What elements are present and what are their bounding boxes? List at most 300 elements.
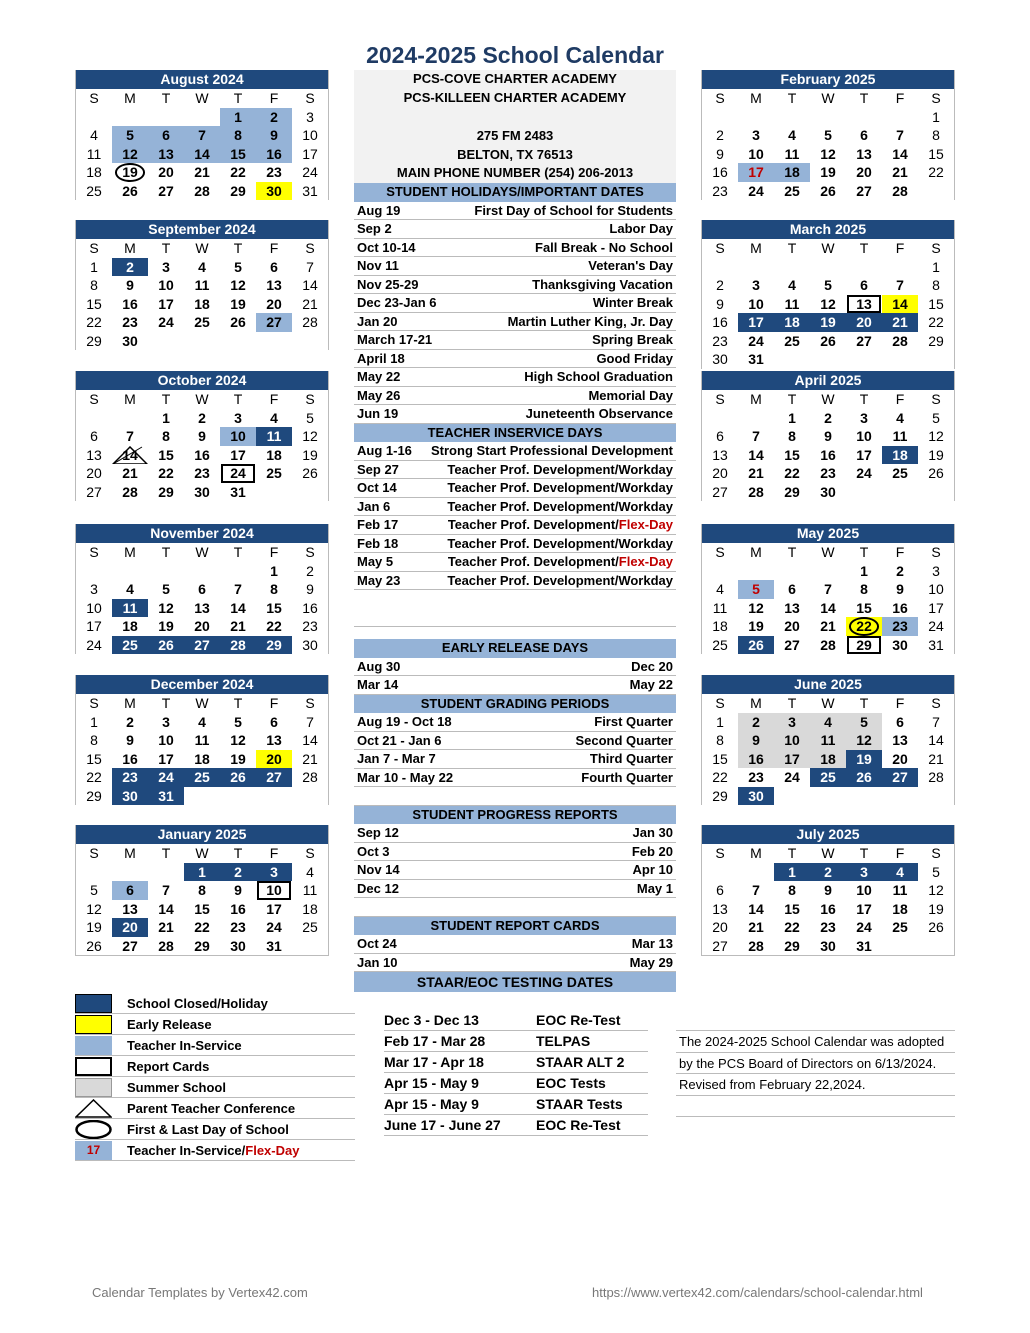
day-cell: 2 [716, 277, 724, 293]
info-label: Winter Break [592, 295, 673, 310]
weekday-label: S [715, 544, 725, 560]
early-release-heading: EARLY RELEASE DAYS [354, 639, 676, 658]
day-cell: 6 [90, 428, 98, 444]
info-row [354, 676, 676, 695]
weekday-label: S [89, 695, 99, 711]
day-cell: 4 [810, 713, 846, 732]
weekday-label: S [715, 90, 725, 106]
info-label: Veteran's Day [588, 258, 673, 273]
empty-day-cell [220, 562, 256, 581]
testing-row [384, 1073, 648, 1094]
testing-row [384, 1052, 648, 1073]
holidays-list [354, 202, 676, 424]
month-header: July 2025 [702, 825, 954, 844]
day-cell: 19 [820, 164, 836, 180]
day-cell: 21 [230, 618, 246, 634]
weekday-label: S [931, 90, 941, 106]
day-cell: 16 [820, 900, 836, 917]
footer-right[interactable]: https://www.vertex42.com/calendars/school-calendar.html [592, 1285, 923, 1300]
info-date: Jun 19 [357, 406, 399, 421]
day-cell: 7 [752, 428, 760, 444]
week-row [702, 768, 954, 787]
info-label: Juneteenth Observance [525, 406, 673, 421]
day-cell: 1 [184, 863, 220, 882]
info-row [354, 498, 676, 517]
weekday-label: T [161, 845, 171, 861]
info-row [354, 202, 676, 221]
weekday-label: M [750, 845, 762, 861]
day-cell: 28 [820, 636, 836, 653]
day-cell: 30 [194, 483, 210, 500]
weekday-label: M [124, 695, 136, 711]
empty-day-cell [846, 787, 882, 806]
weekday-label: T [859, 695, 869, 711]
day-cell: 19 [810, 313, 846, 332]
day-cell: 7 [896, 277, 904, 293]
month-september-2024 [75, 220, 329, 350]
footer-left[interactable]: Calendar Templates by Vertex42.com [92, 1285, 308, 1300]
day-cell: 8 [90, 277, 98, 293]
day-cell: 23 [302, 618, 318, 634]
testing-row [384, 1094, 648, 1115]
day-cell: 7 [162, 882, 170, 898]
day-cell: 19 [230, 295, 246, 312]
day-cell: 29 [158, 483, 174, 500]
info-date: Jan 20 [357, 313, 398, 329]
day-cell: 3 [256, 863, 292, 882]
day-cell: 25 [712, 636, 728, 653]
day-cell: 18 [266, 446, 282, 463]
legend-swatch-icon [75, 1078, 112, 1097]
info-date: Oct 21 - Jan 6 [357, 732, 442, 748]
day-cell: 23 [882, 617, 918, 636]
day-cell: 25 [86, 182, 102, 199]
legend-item-firstlast [75, 1119, 355, 1140]
weekday-label: M [750, 695, 762, 711]
empty-day-cell [846, 483, 882, 502]
week-row [76, 313, 328, 332]
day-cell: 15 [784, 446, 800, 463]
day-cell: 17 [856, 900, 872, 917]
info-panel [354, 70, 676, 992]
empty-day-cell [738, 409, 774, 428]
day-cell: 18 [194, 295, 210, 312]
weekday-label: T [859, 90, 869, 106]
day-cell: 27 [882, 768, 918, 787]
empty-day-cell [918, 182, 954, 201]
month-header: October 2024 [76, 371, 328, 390]
day-cell: 13 [122, 900, 138, 917]
legend [75, 993, 355, 1161]
day-cell: 5 [824, 277, 832, 293]
info-date: Dec 23-Jan 6 [357, 295, 437, 310]
day-cell: 12 [302, 428, 318, 444]
empty-day-cell [702, 562, 738, 581]
weekday-label: T [859, 391, 869, 407]
day-cell: 21 [302, 750, 318, 767]
empty-day-cell [846, 108, 882, 127]
info-date: May 22 [357, 369, 401, 384]
day-cell: 22 [712, 769, 728, 785]
day-cell: 3 [90, 581, 98, 597]
progress-heading: STUDENT PROGRESS REPORTS [354, 806, 676, 825]
info-row [354, 461, 676, 480]
week-row [702, 599, 954, 618]
day-cell: 19 [748, 618, 764, 634]
info-date: Jan 10 [357, 954, 398, 970]
day-cell: 4 [882, 863, 918, 882]
school-phone: MAIN PHONE NUMBER (254) 206-2013 [396, 165, 634, 180]
day-cell: 5 [824, 127, 832, 143]
day-cell: 8 [716, 732, 724, 748]
weekday-label: S [305, 544, 315, 560]
day-cell: 18 [882, 446, 918, 465]
day-cell: 23 [712, 332, 728, 349]
month-header: March 2025 [702, 220, 954, 239]
empty-day-cell [220, 332, 256, 351]
day-cell: 20 [856, 164, 872, 180]
day-cell: 11 [784, 145, 800, 162]
week-row [702, 713, 954, 732]
day-cell: 6 [270, 258, 278, 275]
info-row [354, 350, 676, 369]
day-cell: 14 [230, 599, 246, 616]
day-cell: 30 [230, 937, 246, 954]
legend-item-ptc [75, 1098, 355, 1119]
day-cell: 26 [302, 465, 318, 481]
weekday-label: W [821, 90, 835, 106]
weekday-label: S [305, 391, 315, 407]
week-row [702, 126, 954, 145]
day-cell: 18 [122, 618, 138, 634]
day-cell: 9 [824, 882, 832, 898]
day-cell: 15 [86, 295, 102, 312]
day-cell: 29 [86, 787, 102, 804]
day-cell: 11 [112, 599, 148, 618]
month-header: December 2024 [76, 675, 328, 694]
day-cell: 17 [856, 446, 872, 463]
week-row [702, 562, 954, 581]
month-april-2025 [701, 371, 955, 501]
empty-day-cell [846, 258, 882, 277]
info-row [354, 479, 676, 498]
weekday-label: M [124, 544, 136, 560]
week-row [76, 182, 328, 201]
weekday-label: S [89, 240, 99, 256]
day-cell: 5 [162, 581, 170, 597]
week-row [702, 731, 954, 750]
day-cell: 20 [846, 313, 882, 332]
day-cell: 11 [302, 882, 318, 898]
day-cell: 14 [112, 446, 148, 465]
testing-dates [384, 1010, 648, 1136]
info-date: Aug 19 [357, 202, 401, 218]
weekday-label: S [931, 845, 941, 861]
week-row [702, 276, 954, 295]
info-date: Dec 12 [357, 880, 399, 896]
info-label: Teacher Prof. Development/Workday [447, 461, 673, 477]
week-row [702, 108, 954, 127]
weekday-label: F [269, 391, 279, 407]
day-cell: 17 [266, 900, 282, 917]
day-cell: 21 [122, 465, 138, 481]
day-cell: 23 [194, 465, 210, 481]
day-cell: 1 [932, 258, 940, 275]
weekday-header-row [76, 89, 328, 108]
empty-day-cell [810, 108, 846, 127]
info-label: Martin Luther King, Jr. Day [507, 313, 673, 329]
day-cell: 9 [824, 428, 832, 444]
grading-list [354, 713, 676, 787]
weekday-label: T [233, 544, 243, 560]
day-cell: 2 [896, 562, 904, 579]
day-cell: 24 [748, 332, 764, 349]
day-cell: 20 [712, 919, 728, 935]
empty-day-cell [810, 562, 846, 581]
info-row [354, 935, 676, 954]
weekday-label: T [233, 240, 243, 256]
day-cell: 8 [932, 127, 940, 143]
info-row [354, 313, 676, 332]
week-row [702, 464, 954, 483]
day-cell: 31 [266, 937, 282, 954]
day-cell: 19 [158, 618, 174, 634]
day-cell: 27 [256, 768, 292, 787]
day-cell: 19 [86, 919, 102, 935]
day-cell: 31 [856, 937, 872, 954]
info-row [354, 572, 676, 591]
week-row [702, 182, 954, 201]
weekday-label: W [195, 845, 209, 861]
empty-day-cell [148, 108, 184, 127]
day-cell: 27 [712, 483, 728, 500]
weekday-label: W [821, 695, 835, 711]
day-cell: 22 [928, 164, 944, 180]
empty-day-cell [846, 350, 882, 369]
month-header: May 2025 [702, 524, 954, 543]
info-row [354, 732, 676, 751]
day-cell: 28 [928, 769, 944, 785]
day-cell: 7 [306, 258, 314, 275]
week-row [76, 483, 328, 502]
weekday-label: F [895, 90, 905, 106]
day-cell: 10 [158, 732, 174, 748]
info-label: Spring Break [592, 332, 673, 347]
day-cell: 22 [86, 769, 102, 785]
day-cell: 22 [784, 919, 800, 935]
day-cell: 6 [860, 127, 868, 143]
weekday-header-row [702, 239, 954, 258]
day-cell: 5 [234, 713, 242, 730]
info-label: Teacher Prof. Development/Workday [447, 572, 673, 588]
day-cell: 30 [820, 483, 836, 500]
day-cell: 20 [892, 750, 908, 767]
early-release-list [354, 658, 676, 695]
day-cell: 2 [126, 713, 134, 730]
testing-date: June 17 - June 27 [384, 1117, 501, 1133]
school-info-block [354, 70, 676, 183]
day-cell: 8 [788, 428, 796, 444]
day-cell: 24 [86, 636, 102, 653]
weekday-label: S [715, 240, 725, 256]
weekday-label: T [161, 240, 171, 256]
month-may-2025 [701, 524, 955, 654]
day-cell: 10 [86, 599, 102, 616]
day-cell: 16 [122, 750, 138, 767]
day-cell: 4 [716, 581, 724, 597]
day-cell: 25 [194, 314, 210, 330]
day-cell: 9 [306, 581, 314, 597]
weekday-label: T [787, 544, 797, 560]
weekday-header-row [76, 390, 328, 409]
day-cell: 23 [820, 465, 836, 481]
day-cell: 1 [90, 258, 98, 275]
empty-day-cell [774, 562, 810, 581]
weekday-label: F [269, 845, 279, 861]
empty-day-cell [738, 863, 774, 882]
day-cell: 21 [158, 919, 174, 935]
day-cell: 8 [270, 581, 278, 597]
info-date: April 18 [357, 350, 405, 366]
empty-day-cell [148, 332, 184, 351]
weekday-label: F [269, 90, 279, 106]
day-cell: 24 [148, 768, 184, 787]
weekday-label: W [821, 240, 835, 256]
weekday-label: F [895, 845, 905, 861]
day-cell: 26 [846, 768, 882, 787]
day-cell: 26 [820, 332, 836, 349]
month-header: April 2025 [702, 371, 954, 390]
day-cell: 27 [712, 937, 728, 954]
day-cell: 26 [122, 182, 138, 199]
week-row [702, 313, 954, 332]
day-cell: 16 [738, 750, 774, 769]
day-cell: 14 [928, 732, 944, 748]
legend-item-early [75, 1014, 355, 1035]
legend-swatch-icon [75, 1015, 112, 1034]
day-cell: 10 [158, 277, 174, 293]
day-cell: 14 [184, 145, 220, 164]
weekday-label: S [89, 544, 99, 560]
day-cell: 19 [846, 750, 882, 769]
weekday-label: F [269, 695, 279, 711]
info-row [354, 257, 676, 276]
day-cell: 8 [198, 882, 206, 898]
day-cell: 12 [820, 145, 836, 162]
week-row [76, 713, 328, 732]
day-cell: 12 [846, 731, 882, 750]
day-cell: 14 [820, 599, 836, 616]
info-label: Mar 13 [631, 936, 673, 951]
day-cell: 25 [112, 636, 148, 655]
day-cell: 11 [892, 428, 908, 444]
info-label: Labor Day [609, 221, 673, 236]
day-cell: 10 [928, 581, 944, 597]
testing-name: EOC Re-Test [536, 1117, 621, 1133]
info-label: Good Friday [596, 350, 673, 366]
day-cell: 25 [784, 332, 800, 349]
weekday-label: W [195, 90, 209, 106]
weekday-label: S [89, 845, 99, 861]
empty-day-cell [112, 562, 148, 581]
weekday-label: S [715, 845, 725, 861]
legend-item-report [75, 1056, 355, 1077]
empty-day-cell [256, 787, 292, 806]
day-cell: 2 [112, 258, 148, 277]
info-date: Mar 10 - May 22 [357, 769, 454, 785]
day-cell: 25 [892, 465, 908, 481]
day-cell: 1 [932, 108, 940, 125]
day-cell: 21 [302, 295, 318, 312]
info-row [354, 239, 676, 258]
legend-item-summer [75, 1077, 355, 1098]
note-line-2: by the PCS Board of Directors on 6/13/2024. [676, 1053, 955, 1075]
empty-day-cell [918, 483, 954, 502]
day-cell: 13 [784, 599, 800, 616]
day-cell: 18 [810, 750, 846, 769]
info-label: Teacher Prof. Development/Workday [447, 480, 673, 495]
day-cell: 8 [932, 277, 940, 293]
legend-item-flex [75, 1140, 355, 1161]
empty-day-cell [112, 108, 148, 127]
day-cell: 19 [928, 900, 944, 917]
day-cell: 28 [122, 483, 138, 500]
day-cell: 9 [896, 581, 904, 597]
empty-day-cell [738, 108, 774, 127]
empty-day-cell [148, 562, 184, 581]
week-row [76, 636, 328, 655]
day-cell: 16 [712, 314, 728, 330]
week-row [76, 599, 328, 618]
day-cell: 26 [928, 919, 944, 935]
note-line-1: The 2024-2025 School Calendar was adopted [676, 1031, 955, 1053]
day-cell: 7 [306, 713, 314, 730]
empty-day-cell [882, 108, 918, 127]
day-cell: 30 [892, 636, 908, 653]
legend-label: School Closed/Holiday [127, 995, 268, 1011]
day-cell: 18 [712, 618, 728, 634]
week-row [76, 332, 328, 351]
day-cell: 15 [712, 750, 728, 767]
weekday-label: M [750, 240, 762, 256]
day-cell: 24 [158, 314, 174, 330]
weekday-label: M [750, 90, 762, 106]
legend-label: Early Release [127, 1016, 212, 1032]
testing-date: Feb 17 - Mar 28 [384, 1033, 486, 1049]
day-cell: 16 [302, 599, 318, 616]
day-cell: 4 [306, 863, 314, 880]
day-cell: 12 [820, 295, 836, 312]
week-row [76, 937, 328, 956]
testing-row [384, 1031, 648, 1052]
day-cell: 22 [784, 465, 800, 481]
day-cell: 26 [86, 937, 102, 954]
day-cell: 9 [716, 145, 724, 162]
day-cell: 6 [896, 713, 904, 730]
day-cell: 21 [748, 465, 764, 481]
holidays-heading: STUDENT HOLIDAYS/IMPORTANT DATES [354, 183, 676, 202]
info-label: Fall Break - No School [535, 239, 673, 255]
day-cell: 5 [932, 863, 940, 880]
weekday-label: W [821, 544, 835, 560]
month-august-2024 [75, 70, 329, 200]
empty-day-cell [112, 863, 148, 882]
day-cell: 8 [220, 126, 256, 145]
school-name-1: PCS-COVE CHARTER ACADEMY [413, 71, 617, 86]
day-cell: 8 [90, 732, 98, 748]
school-address: 275 FM 2483 [476, 128, 554, 143]
day-cell: 16 [712, 164, 728, 180]
